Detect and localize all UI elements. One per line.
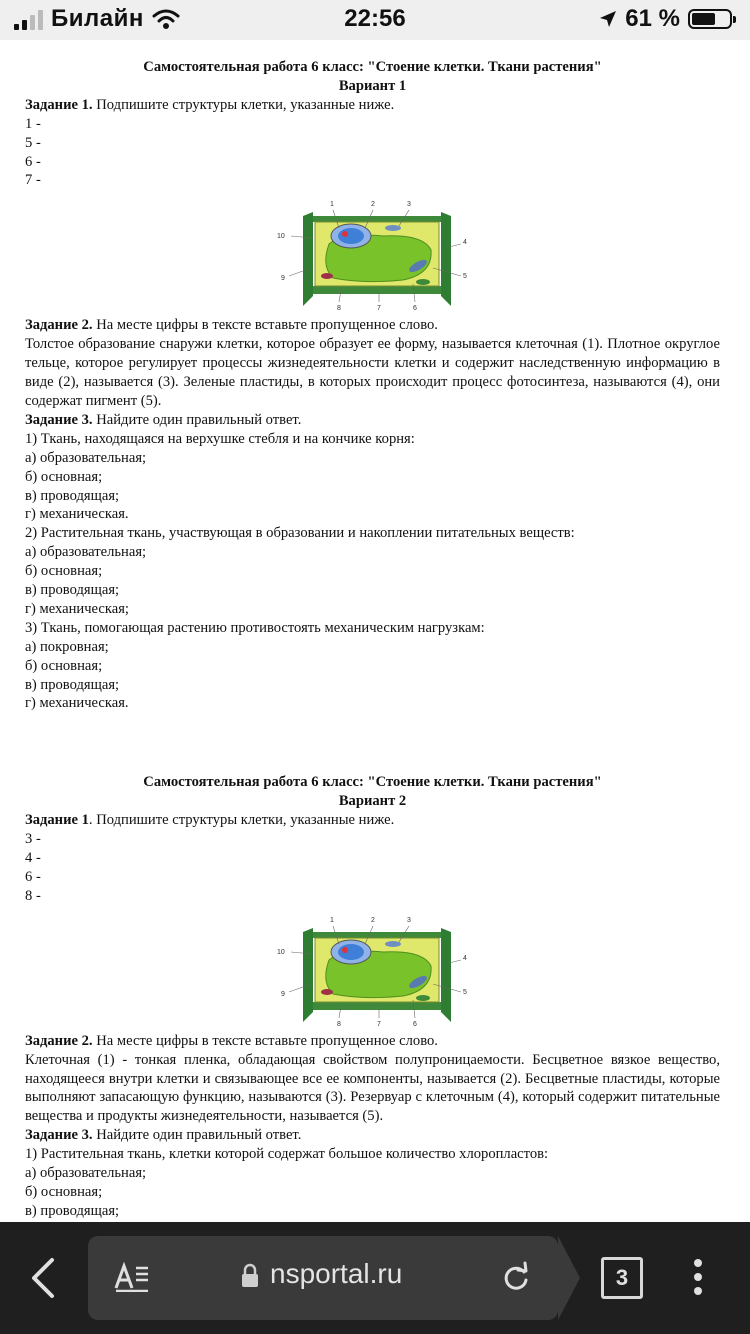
question-line: б) основная; [25, 657, 103, 674]
task-label: Задание 3. [25, 411, 93, 428]
cell-label: 7 [376, 305, 381, 311]
question-line: а) образовательная; [25, 544, 147, 561]
variant1-title: Самостоятельная работа 6 класс: "Стоение клетки. Ткани растения" [143, 59, 602, 75]
tabs-button[interactable]: 3 [601, 1257, 643, 1299]
variant1-task2 [25, 316, 720, 335]
cell-label: 3 [406, 916, 411, 924]
cell-label: 8 [336, 305, 341, 311]
cell-label: 2 [370, 201, 375, 209]
question-line: в) проводящая; [25, 582, 120, 599]
question-line: а) покровная; [25, 638, 109, 655]
reload-icon[interactable] [502, 1260, 530, 1292]
cell-label: 10 [276, 948, 285, 956]
task-text: Найдите один правильный ответ. [92, 411, 302, 428]
status-bar [0, 0, 750, 40]
cell-shape [303, 212, 451, 306]
task-text: На месте цифры в тексте вставьте пропущенное слово. [92, 1032, 438, 1049]
task-label: Задание 2. [25, 1032, 93, 1049]
variant1-task1 [25, 96, 720, 115]
battery-icon [688, 9, 732, 29]
task-label: Задание 1. [25, 96, 93, 113]
question-line: г) механическая; [25, 600, 129, 617]
variant1-task3 [25, 411, 720, 430]
lock-icon [240, 1263, 260, 1289]
browser-toolbar [0, 1222, 750, 1334]
variant2-heading: Вариант 2 [338, 793, 407, 810]
location-arrow-icon [599, 10, 617, 28]
answer-line: 8 - [25, 887, 41, 904]
variant2-task2 [25, 1032, 720, 1051]
question-line: б) основная; [25, 563, 103, 580]
question-line: а) образовательная; [25, 1165, 147, 1182]
status-right [599, 5, 732, 33]
cell-label: 10 [276, 233, 285, 241]
battery-percent: 61 % [625, 5, 680, 32]
question-line: г) механическая. [25, 695, 129, 712]
variant1-heading: Вариант 1 [338, 77, 407, 94]
cell-label: 1 [329, 201, 334, 209]
more-menu-icon[interactable] [690, 1259, 706, 1299]
cell-label: 5 [462, 988, 467, 996]
cell-label: 3 [406, 201, 411, 209]
task-text: Найдите один правильный ответ. [92, 1127, 302, 1144]
answer-line: 3 - [25, 831, 41, 848]
cell-label: 9 [280, 990, 285, 998]
answer-line: 6 - [25, 153, 41, 170]
plant-cell-diagram [273, 194, 473, 310]
task-text: Подпишите структуры клетки, указанные ниже. [92, 96, 395, 113]
plant-cell-diagram [273, 910, 473, 1026]
cell-label: 4 [462, 954, 467, 962]
question-line: а) образовательная; [25, 449, 147, 466]
answer-line: 6 - [25, 868, 41, 885]
cell-label: 2 [370, 916, 375, 924]
back-arrow-icon[interactable] [28, 1257, 58, 1299]
question-line: б) основная; [25, 468, 103, 485]
question-line: 1) Растительная ткань, клетки которой содержат большое количество хлоропластов: [25, 1146, 549, 1163]
cell-label: 5 [462, 273, 467, 281]
variant2-task1 [25, 811, 720, 830]
reader-mode-icon[interactable] [114, 1262, 150, 1292]
answer-line: 1 - [25, 115, 41, 132]
task-text: На месте цифры в тексте вставьте пропущенное слово. [92, 317, 438, 334]
question-line: 2) Растительная ткань, участвующая в образовании и накоплении питательных веществ: [25, 525, 575, 542]
cell-label: 6 [412, 1020, 417, 1026]
cell-label: 9 [280, 275, 285, 283]
cell-label: 1 [329, 916, 334, 924]
question-line: 1) Ткань, находящаяся на верхушке стебля и на кончике корня: [25, 430, 415, 447]
url-text[interactable]: nsportal.ru [270, 1258, 403, 1289]
question-line: г) механическая. [25, 506, 129, 523]
status-time: 22:56 [344, 5, 406, 32]
cell-label: 6 [412, 305, 417, 311]
question-line: в) проводящая; [25, 1202, 120, 1219]
task-label: Задание 2. [25, 317, 93, 334]
address-bar[interactable] [88, 1236, 558, 1320]
answer-line: 7 - [25, 172, 41, 189]
variant2-title: Самостоятельная работа 6 класс: "Стоение клетки. Ткани растения" [143, 774, 602, 791]
question-line: в) проводящая; [25, 487, 120, 504]
answer-line: 4 - [25, 850, 41, 866]
task-label: Задание 1 [25, 812, 89, 829]
task-label: Задание 3. [25, 1127, 93, 1144]
cell-label: 8 [336, 1020, 341, 1026]
answer-line: 5 - [25, 134, 41, 151]
task2-paragraph: Толстое образование снаружи клетки, которое образует ее форму, называется клеточная (1). Плотное округлое тельце, которое регулирует процессы жизнедеятельности клетки и содержит наследственную информацию в виде (2), называется (3). Зеленые пластиды, в которых происходит процесс фотосинтеза, называются (4), они содержат пигмент (5). [25, 336, 720, 409]
document-page [25, 58, 720, 1221]
question-line: б) основная; [25, 1183, 103, 1200]
task2-paragraph: Клеточная (1) - тонкая пленка, обладающая свойством полупроницаемости. Бесцветное вязкое вещество, находящееся внутри клетки и связывающее все ее компоненты, называется (2). Бесцветные пластиды, которые выполняют запасающую функцию, называются (3). Резервуар с клеточным (4), который содержит питательные вещества и продукты жизнедеятельности, называется (5). [25, 1051, 720, 1125]
variant2-task3 [25, 1126, 720, 1145]
cell-label: 7 [376, 1020, 381, 1026]
question-line: 3) Ткань, помогающая растению противостоять механическим нагрузкам: [25, 619, 485, 636]
cell-label: 4 [462, 239, 467, 247]
question-line: в) проводящая; [25, 676, 120, 693]
task-text: . Подпишите структуры клетки, указанные ниже. [88, 812, 395, 829]
carrier-name: Билайн [51, 5, 144, 32]
cell-shape [303, 928, 451, 1022]
